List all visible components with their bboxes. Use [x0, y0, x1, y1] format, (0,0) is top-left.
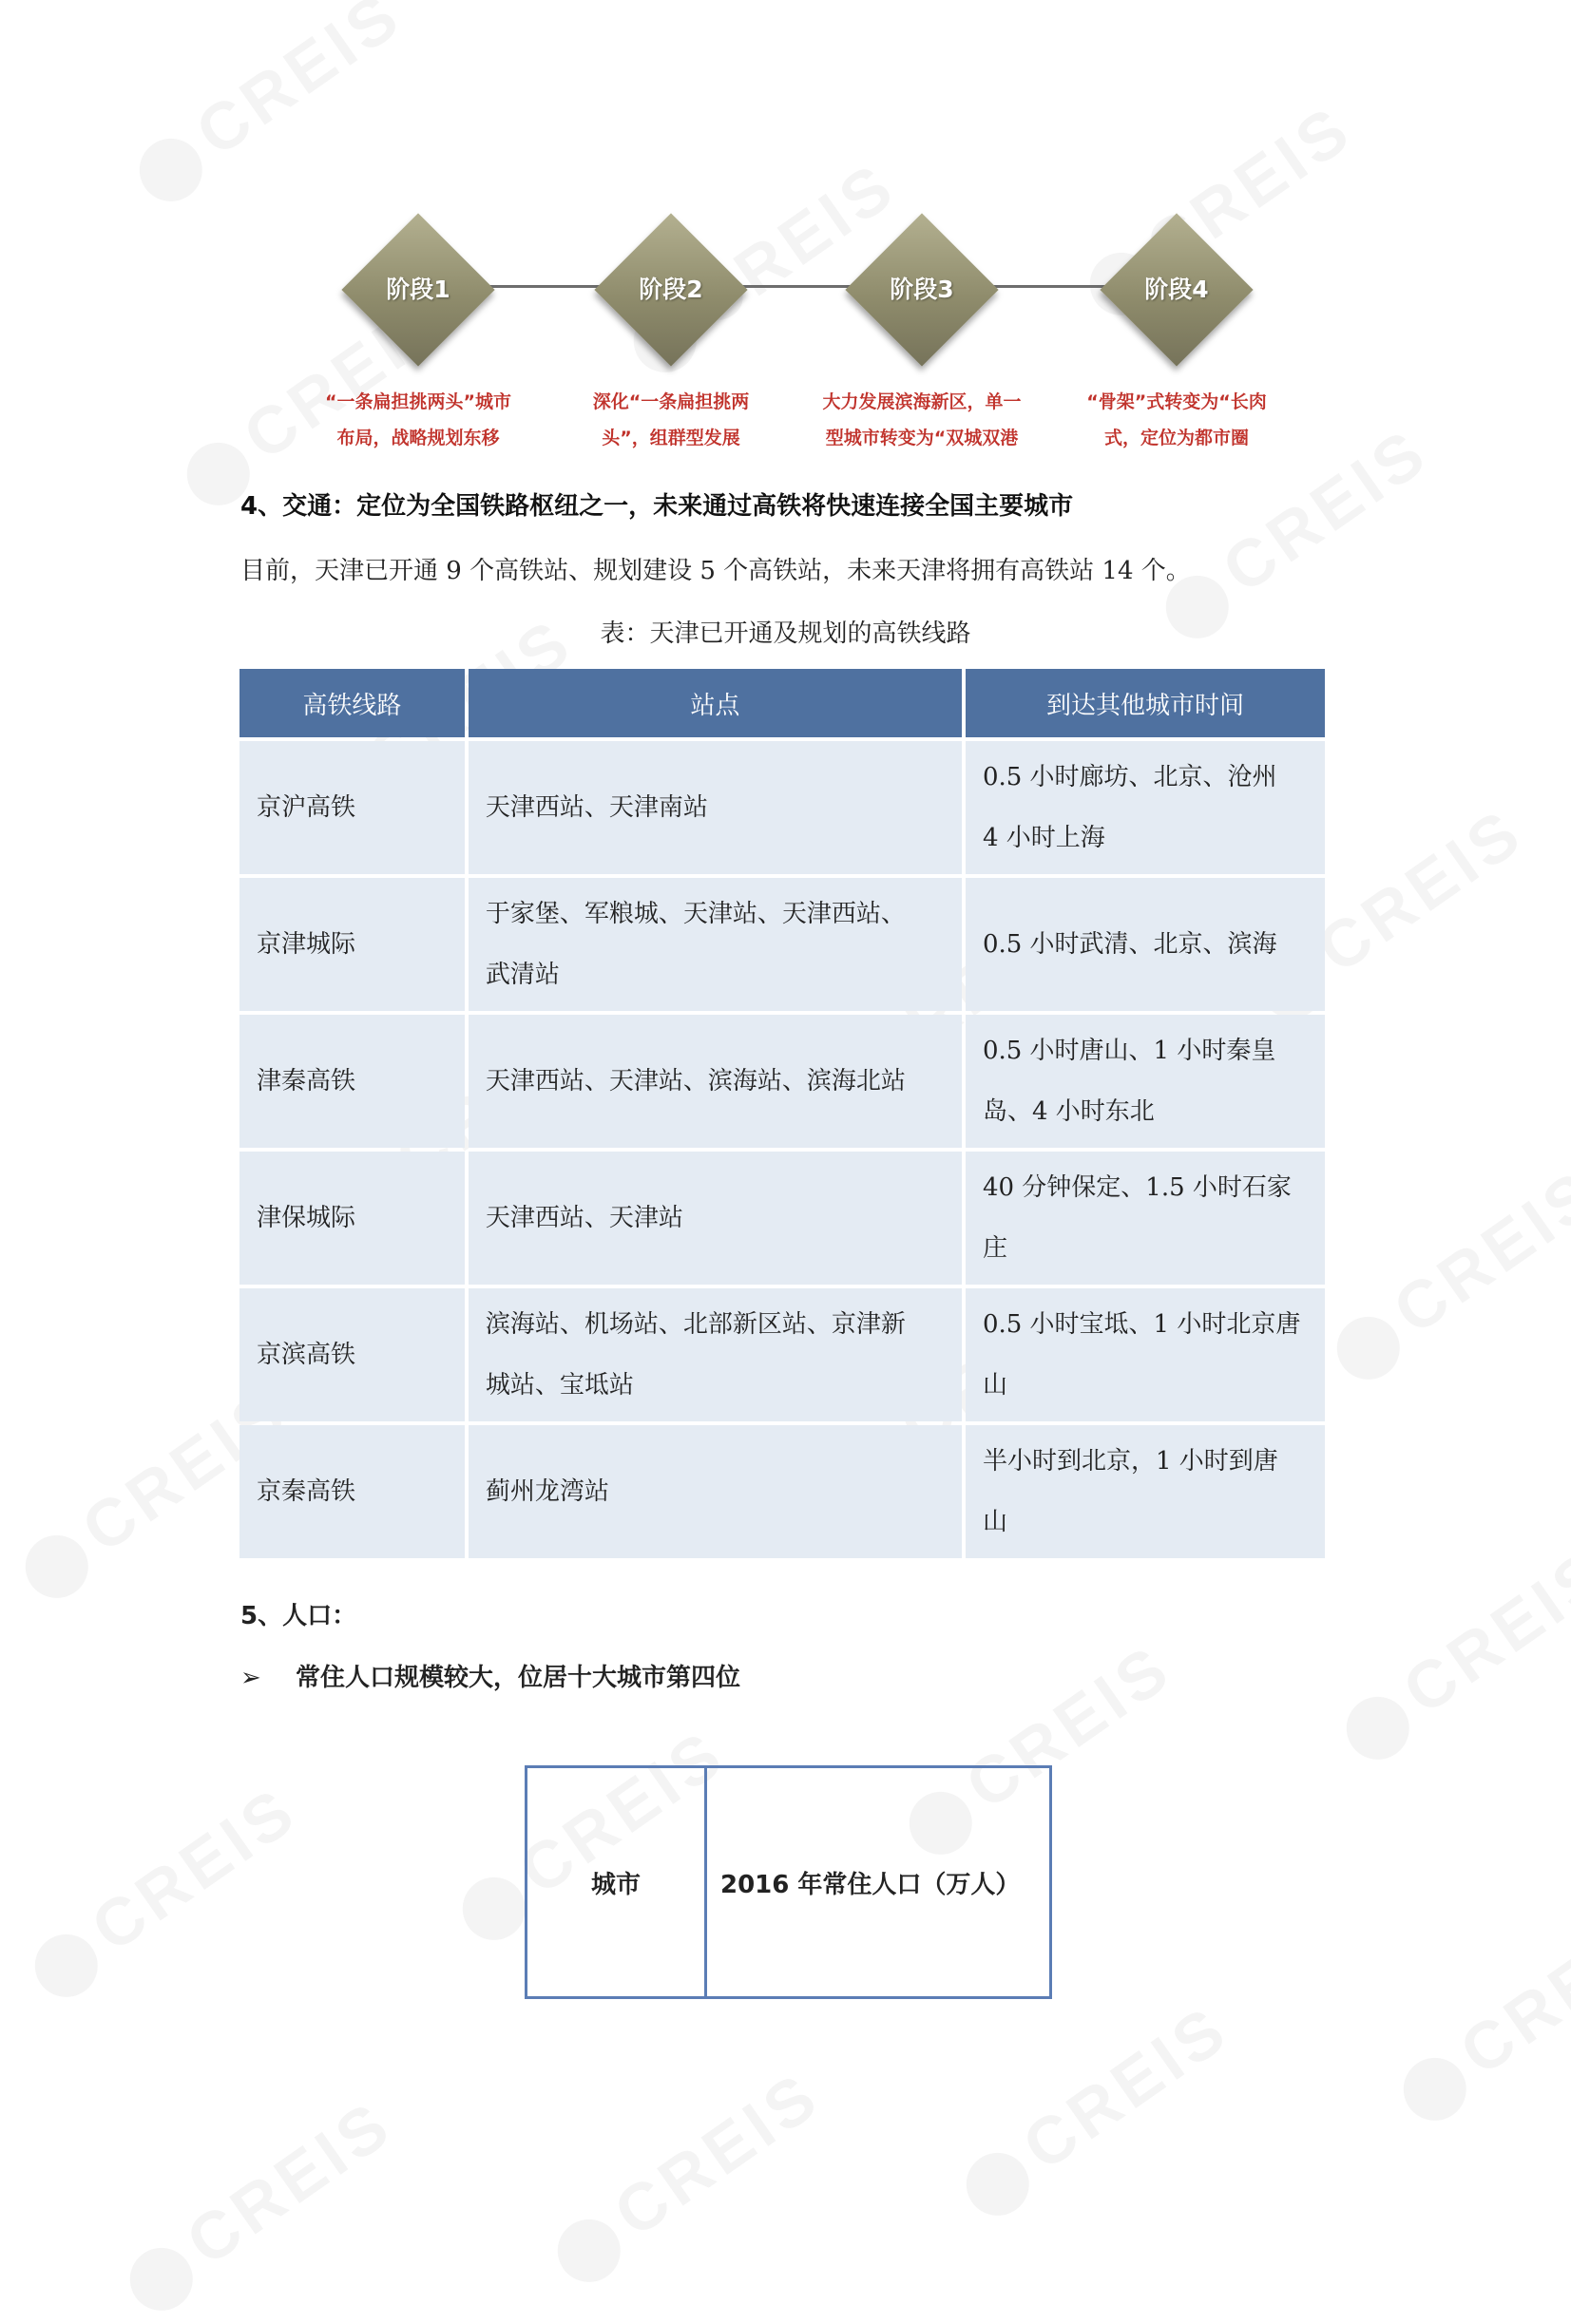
table-row	[239, 1425, 1325, 1558]
stations-cell	[469, 1152, 962, 1285]
time-cell	[966, 1288, 1325, 1421]
cell-line: 0.5 小时廊坊、北京、沧州	[982, 763, 1277, 791]
stations-cell	[469, 1425, 962, 1558]
cell-line: 庄	[982, 1234, 1007, 1263]
stage-description	[547, 384, 795, 456]
stage-label: 阶段2	[639, 276, 703, 303]
line-cell: 津保城际	[239, 1152, 465, 1285]
watermark-text	[15, 1771, 311, 2010]
stage-3	[798, 209, 1045, 456]
watermark-text	[947, 1990, 1242, 2228]
rail-table	[236, 665, 1329, 1562]
column-header: 站点	[469, 669, 962, 737]
watermark-text	[538, 2056, 833, 2295]
table-header-row	[239, 669, 1325, 737]
bullet-text: 常住人口规模较大，位居十大城市第四位	[296, 1664, 741, 1692]
cell-line: 半小时到北京，1 小时到唐	[982, 1447, 1278, 1476]
stage-1	[295, 209, 542, 456]
cell-line: 滨海站、机场站、北部新区站、京津新	[485, 1310, 906, 1339]
table-row	[239, 741, 1325, 874]
cell-line: 天津西站、天津站、滨海站、滨海北站	[485, 1067, 906, 1095]
stage-desc-line: 型城市转变为“双城双港	[825, 428, 1019, 448]
watermark-text	[1327, 1533, 1571, 1772]
table-header-row	[527, 1767, 1051, 1998]
cell-line: 40 分钟保定、1.5 小时石家	[982, 1173, 1292, 1202]
time-cell	[966, 878, 1325, 1011]
population-table	[525, 1765, 1052, 1999]
stations-cell	[469, 1015, 962, 1148]
paragraph: 目前，天津已开通 9 个高铁站、规划建设 5 个高铁站，未来天津将拥有高铁站 14 个。	[240, 557, 1191, 585]
stage-label: 阶段3	[890, 276, 954, 303]
stage-diamond	[590, 209, 752, 371]
line-cell: 津秦高铁	[239, 1015, 465, 1148]
column-header: 高铁线路	[239, 669, 465, 737]
watermark-text	[120, 0, 415, 215]
cell-line: 0.5 小时宝坻、1 小时北京唐	[982, 1310, 1301, 1339]
cell-line: 4 小时上海	[982, 824, 1105, 852]
cell-line: 蓟州龙湾站	[485, 1477, 609, 1506]
time-cell	[966, 1152, 1325, 1285]
line-cell: 京滨高铁	[239, 1288, 465, 1421]
stage-diamond	[841, 209, 1003, 371]
cell-line: 城站、宝坻站	[485, 1371, 634, 1400]
stage-label: 阶段1	[386, 276, 450, 303]
arrow-bullet-icon: ➢	[240, 1664, 261, 1692]
stage-desc-line: “一条扁担挑两头”城市	[325, 391, 511, 412]
stage-desc-line: “骨架”式转变为“长肉	[1086, 391, 1267, 412]
table-row	[239, 1015, 1325, 1148]
table-row	[239, 1288, 1325, 1421]
time-cell	[966, 1425, 1325, 1558]
watermark-text	[110, 2085, 406, 2323]
cell-line: 天津西站、天津站	[485, 1204, 683, 1232]
section-heading: 4、交通：定位为全国铁路枢纽之一，未来通过高铁将快速连接全国主要城市	[240, 492, 1074, 521]
line-cell: 京沪高铁	[239, 741, 465, 874]
cell-line: 0.5 小时唐山、1 小时秦皇	[982, 1037, 1276, 1065]
stage-diamond	[1096, 209, 1257, 371]
stage-2	[547, 209, 795, 456]
stage-4	[1053, 209, 1300, 456]
stage-desc-line: 布局，战略规划东移	[336, 428, 500, 448]
column-header: 2016 年常住人口（万人）	[706, 1767, 1051, 1998]
stations-cell	[469, 878, 962, 1011]
cell-line: 0.5 小时武清、北京、滨海	[982, 930, 1277, 959]
stage-desc-line: 深化“一条扁担挑两	[592, 391, 750, 412]
table-row	[239, 1152, 1325, 1285]
column-header: 城市	[527, 1767, 706, 1998]
stage-diamond	[337, 209, 499, 371]
line-cell: 京秦高铁	[239, 1425, 465, 1558]
cell-line: 于家堡、军粮城、天津站、天津西站、	[485, 900, 906, 928]
stage-description	[798, 384, 1045, 456]
watermark-text	[1384, 1895, 1571, 2133]
cell-line: 山	[982, 1508, 1007, 1536]
table-caption: 表：天津已开通及规划的高铁线路	[600, 619, 971, 648]
stage-label: 阶段4	[1144, 276, 1209, 303]
stage-description	[295, 384, 542, 456]
stage-description	[1053, 384, 1300, 456]
line-cell: 京津城际	[239, 878, 465, 1011]
section-heading: 5、人口：	[240, 1602, 357, 1630]
time-cell	[966, 741, 1325, 874]
stage-desc-line: 头”，组群型发展	[602, 428, 740, 448]
stations-cell	[469, 741, 962, 874]
cell-line: 山	[982, 1371, 1007, 1400]
table-row	[239, 878, 1325, 1011]
cell-line: 武清站	[485, 961, 560, 989]
cell-line: 岛、4 小时东北	[982, 1097, 1155, 1126]
time-cell	[966, 1015, 1325, 1148]
stage-desc-line: 式，定位为都市圈	[1103, 428, 1249, 448]
stage-desc-line: 大力发展滨海新区，单一	[822, 391, 1022, 412]
stations-cell	[469, 1288, 962, 1421]
column-header: 到达其他城市时间	[966, 669, 1325, 737]
bullet-item	[240, 1658, 740, 1693]
watermark-text	[1317, 1153, 1571, 1392]
cell-line: 天津西站、天津南站	[485, 793, 708, 822]
stage-diagram	[323, 209, 1274, 456]
